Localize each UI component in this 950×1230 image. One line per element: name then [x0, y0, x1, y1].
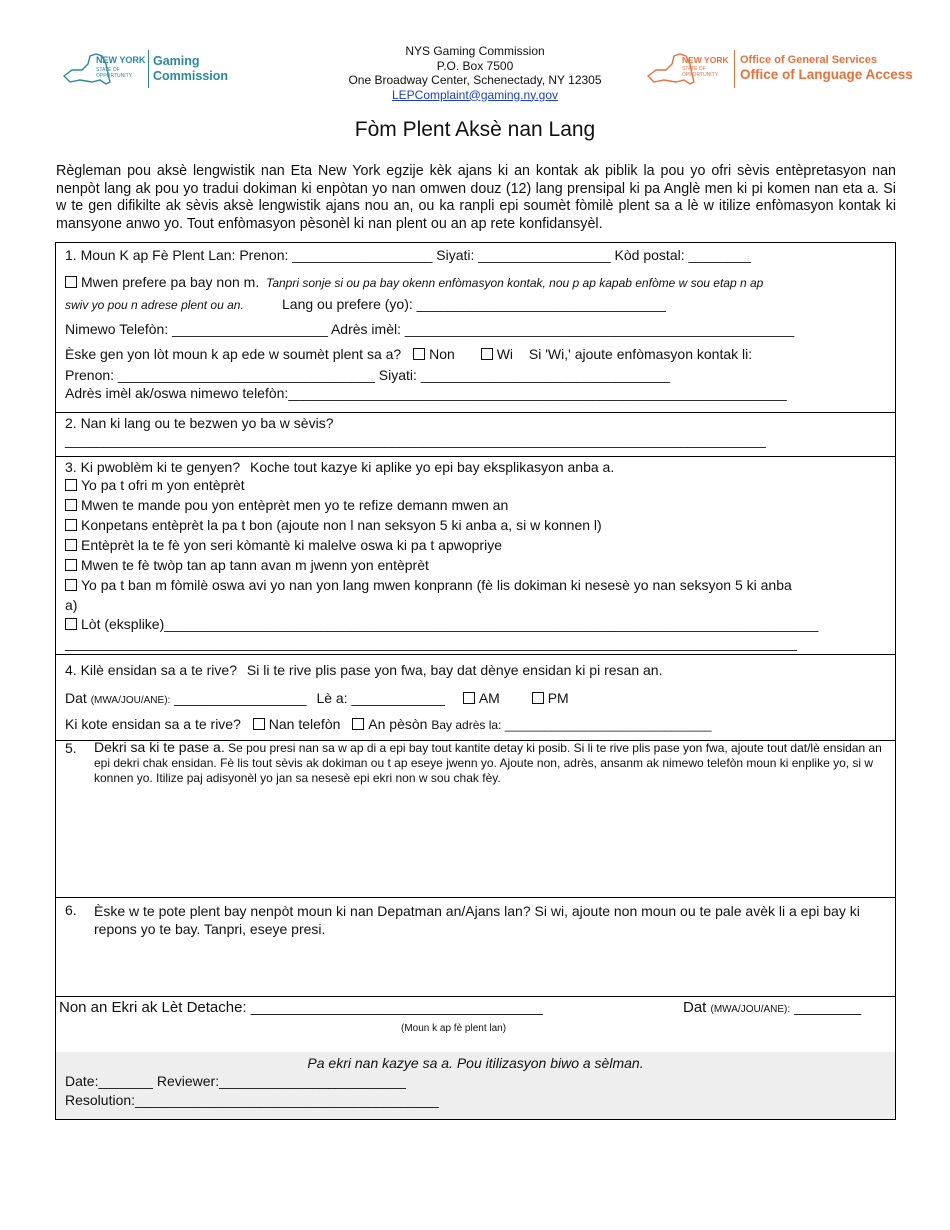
section-6-reported[interactable]: [56, 897, 895, 997]
preferred-language-field[interactable]: Lang ou prefere (yo): ________________________________: [282, 296, 666, 312]
helper-question-row: [65, 346, 752, 362]
signature-section: [56, 996, 895, 1053]
signature-date-row: Dat (MWA/JOU/ANE): ________: [683, 999, 862, 1016]
section-4-when: [56, 654, 895, 741]
problem-checkbox[interactable]: [65, 479, 77, 491]
section-2-answer-line[interactable]: __________________________________________________________________________________________: [65, 432, 766, 448]
section-4-instructions: Si li te rive plis pase yon fwa, bay dat dènye ensidan ki pi resan an.: [246, 662, 663, 678]
problem-option-6-cont: a): [65, 597, 78, 613]
prefer-anonymous-label: Mwen prefere pa bay non m.: [81, 274, 260, 290]
prefer-anonymous-note-2: swiv yo pou n adrese plent ou an.: [65, 298, 244, 312]
intro-paragraph: Règleman pou aksè lengwistik nan Eta New York egzije kèk ajans ki an kontak ak piblik la pou yo ofri sèvis entèpretasyon nan nenpòt lang ak pou yo tradui dokiman ki enpòtan yo nan omwen douz (12) lang prensipal ki pa Anglè men ki pi komen nan eta a. Si w te gen difikilte ak sèvis aksè lengwistik ajans nou an, ou ka ranpli epi soumèt fòmilè plent sa a lè w itilize enfòmasyon kontak ki mansyone anwo yo. Tout enfòmasyon pèsonèl ki nan plent ou an ap rete konfidansyèl.: [56, 163, 896, 232]
right-logo-line1: Office of General Services: [740, 54, 877, 66]
problem-checkbox[interactable]: [65, 579, 77, 591]
printed-name-field[interactable]: Non an Ekri ak Lèt Detache: ___________________________________: [59, 999, 543, 1016]
section-5-description[interactable]: [56, 740, 895, 898]
section-2-question: 2. Nan ki lang ou te bezwen yo ba w sèvis?: [65, 415, 334, 431]
section-5-number: 5.: [65, 740, 77, 756]
problem-option-3[interactable]: Konpetans entèprèt la pa t bon (ajoute non l nan seksyon 5 ki anba a, si w konnen l): [65, 517, 602, 533]
phone-email-fields[interactable]: Nimewo Telefòn: ____________________ Adrès imèl: __________________________________________________: [65, 321, 795, 337]
section-3-extra-line[interactable]: ______________________________________________________________________________________________: [65, 635, 797, 651]
in-person-checkbox[interactable]: [352, 718, 364, 730]
org-address: One Broadway Center, Schenectady, NY 12305: [348, 73, 602, 87]
signature-date-field[interactable]: ________: [794, 999, 862, 1016]
helper-no-label: Non: [429, 346, 455, 362]
gaming-commission-logo: [62, 50, 242, 90]
helper-no-checkbox[interactable]: [413, 348, 425, 360]
section-6-number: 6.: [65, 902, 77, 918]
helper-yes-checkbox[interactable]: [481, 348, 493, 360]
office-use-section: [56, 1052, 895, 1119]
section-3-problem: [56, 456, 895, 655]
office-date-reviewer: Date:_______ Reviewer:________________________: [65, 1073, 406, 1089]
helper-yes-note: Si 'Wi,' ajoute enfòmasyon kontak li:: [528, 346, 753, 362]
helper-question: Èske gen yon lòt moun k ap ede w soumèt plent sa a?: [65, 346, 402, 362]
problem-option-1[interactable]: Yo pa t ofri m yon entèprèt: [65, 477, 245, 493]
section-5-title: Dekri sa ki te pase a.: [94, 739, 225, 755]
section-5-text: [94, 740, 884, 786]
complaint-email-link[interactable]: LEPComplaint@gaming.ny.gov: [391, 87, 559, 102]
left-logo-tagline: STATE OF OPPORTUNITY.: [96, 67, 133, 79]
office-resolution: Resolution:_______________________________________: [65, 1092, 439, 1108]
left-logo-name-2: Commission: [153, 69, 229, 83]
incident-date-row: Dat (MWA/JOU/ANE): _________________ Lè a: ____________ AM PM: [65, 690, 569, 706]
pm-checkbox[interactable]: [532, 692, 544, 704]
left-logo-state: NEW YORK: [96, 55, 146, 65]
ogs-language-access-logo: [646, 50, 926, 90]
section-3-instructions: Koche tout kazye ki aplike yo epi bay eksplikasyon anba a.: [250, 459, 615, 475]
problem-checkbox[interactable]: [65, 539, 77, 551]
helper-contact-field[interactable]: Adrès imèl ak/oswa nimewo telefòn:________________________________________________________________: [65, 385, 787, 401]
signature-note: (Moun k ap fè plent lan): [401, 1023, 507, 1034]
section-2-language: [56, 412, 895, 457]
problem-checkbox[interactable]: [65, 559, 77, 571]
section-6-question: Èske w te pote plent bay nenpòt moun ki nan Depatman an/Ajans lan? Si wi, ajoute non moun ou te pale avèk li a epi bay ki repons yo te bay. Tanpri, eseye presi.: [94, 903, 860, 937]
org-address-block: [300, 44, 650, 102]
problem-option-4[interactable]: Entèprèt la te fè yon seri kòmantè ki malelve oswa ki pa t apwopriye: [65, 537, 502, 553]
problem-option-5[interactable]: Mwen te fè twòp tan ap tann avan m jwenn yon entèprèt: [65, 557, 429, 573]
section-5-instructions: Se pou presi nan sa w ap di a epi bay tout kantite detay ki posib. Si li te rive plis pase yon fwa, ajoute tout dat/lè ensidan an epi dekri chak ensidan. Fè lis tout sèvis ak dokiman ou t ap eseye jwenn yo. Ajoute non, adrès, ansanm ak nimewo telefòn moun ki enplike yo, si w konnen yo. Itilize paj adisyonèl yo jan sa nesesè epi ekri non w sou chak fèy.: [94, 741, 882, 785]
right-logo-tagline: STATE OF OPPORTUNITY.: [682, 66, 719, 78]
am-checkbox[interactable]: [463, 692, 475, 704]
incident-date-field[interactable]: _________________: [174, 690, 307, 706]
prefer-anonymous-note: Tanpri sonje si ou pa bay okenn enfòmasyon kontak, nou p ap kapab enfòme w sou etap n ap: [266, 276, 764, 290]
helper-name-fields[interactable]: Prenon: _________________________________ Siyati: ________________________________: [65, 367, 670, 383]
section-1-complainant: [56, 243, 895, 413]
section-4-label: 4. Kilè ensidan sa a te rive?: [65, 662, 237, 678]
problem-checkbox[interactable]: [65, 618, 77, 630]
prefer-anonymous-row[interactable]: [65, 274, 763, 290]
section-3-label: 3. Ki pwoblèm ki te genyen?: [65, 459, 241, 475]
left-logo-name-1: Gaming: [153, 54, 200, 68]
section-4-question: [65, 662, 662, 678]
prefer-anonymous-checkbox[interactable]: [65, 276, 77, 288]
problem-checkbox[interactable]: [65, 499, 77, 511]
form-title: Fòm Plent Aksè nan Lang: [354, 118, 596, 141]
problem-option-6[interactable]: Yo pa t ban m fòmilè oswa avi yo nan yon lang mwen konprann (fè lis dokiman ki nesesè yo nan seksyon 5 ki anba: [65, 577, 792, 593]
incident-time-field[interactable]: Lè a: ____________: [316, 690, 445, 706]
po-box: P.O. Box 7500: [436, 58, 514, 73]
complaint-form: [55, 242, 896, 1120]
problem-option-other[interactable]: Lòt (eksplike)____________________________________________________________________________________: [65, 616, 818, 632]
section-3-question: [65, 459, 614, 475]
problem-option-2[interactable]: Mwen te mande pou yon entèprèt men yo te refize demann mwen an: [65, 497, 508, 513]
right-logo-line2: Office of Language Access: [740, 67, 913, 82]
office-use-title: Pa ekri nan kazye sa a. Pou itilizasyon biwo a sèlman.: [307, 1055, 644, 1071]
helper-yes-label: Wi: [496, 346, 514, 362]
incident-address-field[interactable]: Bay adrès la: _______________________________: [431, 718, 712, 732]
incident-location-row: Ki kote ensidan sa a te rive? Nan telefòn An pèsòn Bay adrès la: _______________________________: [65, 716, 712, 732]
org-name: NYS Gaming Commission: [405, 44, 545, 58]
right-logo-state: NEW YORK: [682, 55, 729, 65]
section-1-name-fields[interactable]: 1. Moun K ap Fè Plent Lan: Prenon: __________________ Siyati: _________________ Kòd postal: ________: [65, 247, 751, 263]
problem-checkbox[interactable]: [65, 519, 77, 531]
by-phone-checkbox[interactable]: [253, 718, 265, 730]
